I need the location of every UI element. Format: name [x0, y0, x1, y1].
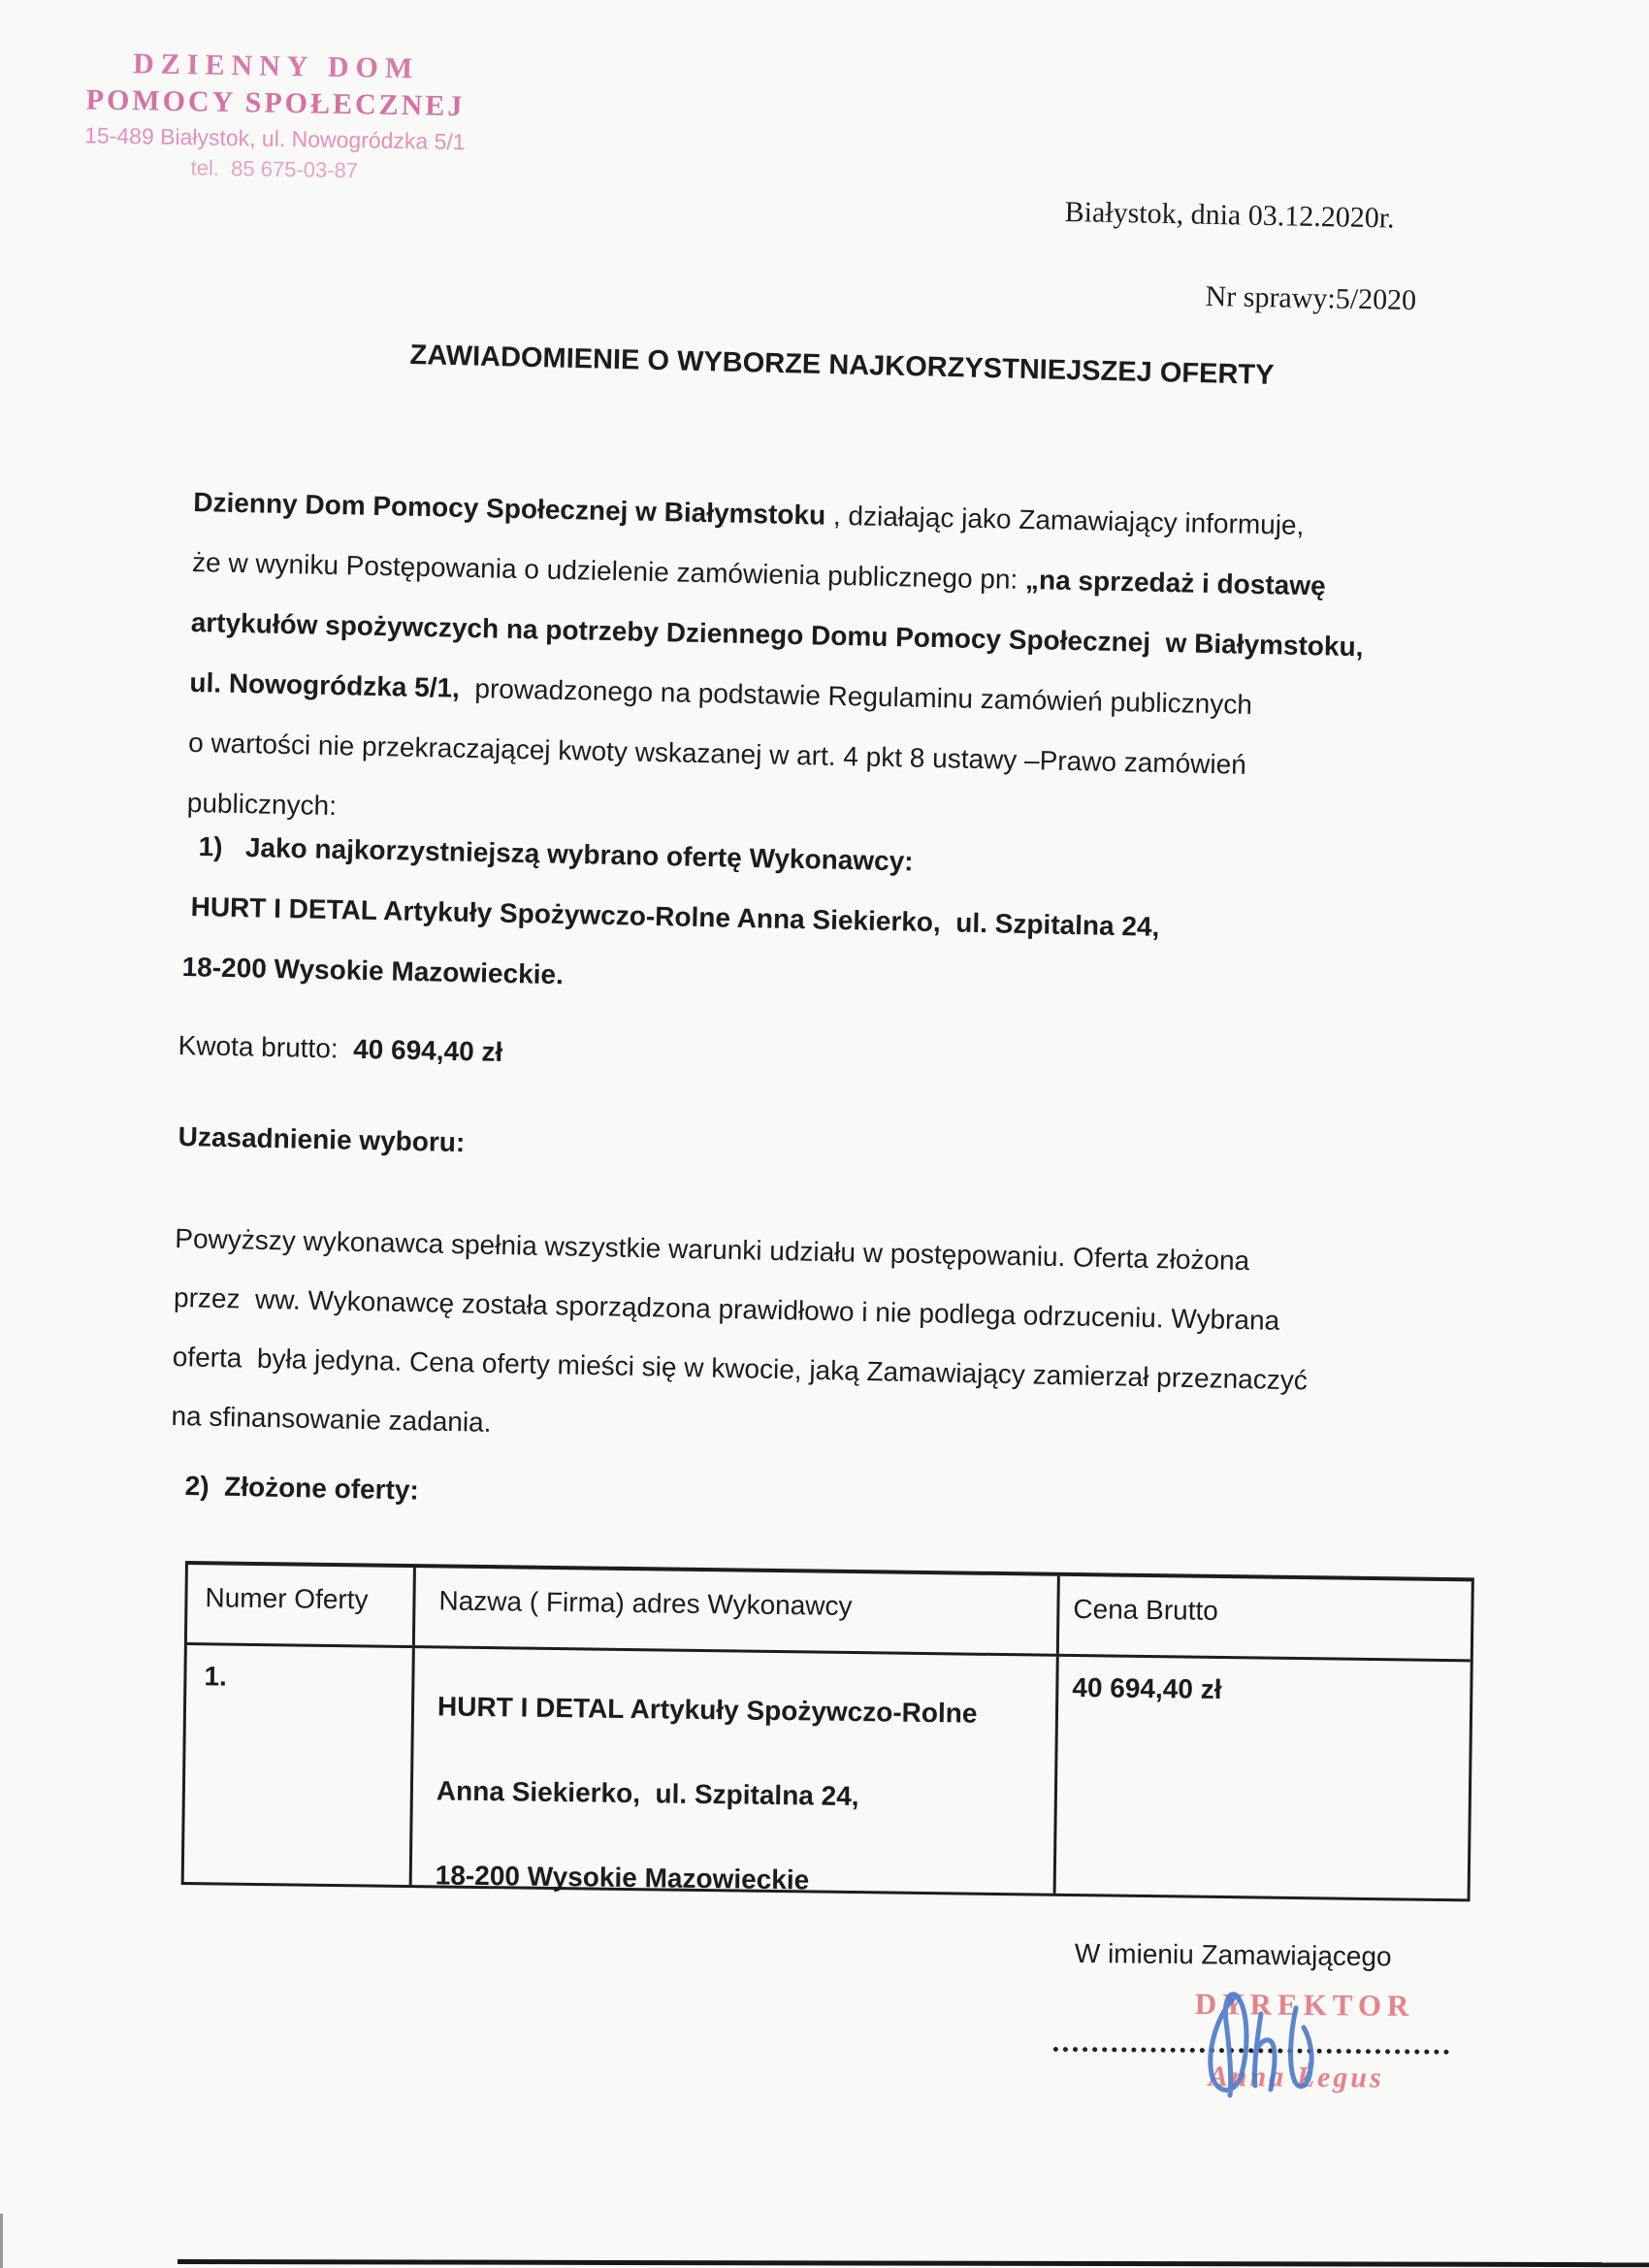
selected-offer-city: 18-200 Wysokie Mazowieckie.: [181, 952, 565, 990]
document-title: ZAWIADOMIENIE O WYBORZE NAJKORZYSTNIEJSZEJ OFERTY: [409, 340, 1275, 391]
justification-line-4: na sfinansowanie zadania.: [171, 1400, 492, 1438]
org-stamp-phone: tel. 85 675-03-87: [190, 155, 359, 183]
justification-line-2: przez ww. Wykonawcę została sporządzona prawidłowo i nie podlega odrzuceniu. Wybrana: [173, 1281, 1280, 1336]
intro-line-5: o wartości nie przekraczającej kwoty wskazanej w art. 4 pkt 8 ustawy –Prawo zamówień: [187, 727, 1247, 780]
cell-company: [412, 1648, 1059, 1894]
director-title-stamp: DYREKTOR: [1194, 1987, 1415, 2023]
pen-signature: [1203, 1985, 1348, 2116]
cell-company-line1: HURT I DETAL Artykuły Spożywczo-Rolne: [436, 1691, 978, 1729]
intro-paragraph: [186, 472, 1366, 858]
header-cell-company: Nazwa ( Firma) adres Wykonawcy: [415, 1568, 1060, 1654]
offers-table: [181, 1561, 1474, 1901]
cell-gross-price: 40 694,40 zł: [1072, 1671, 1222, 1704]
header-cell-gross-price: Cena Brutto: [1073, 1593, 1219, 1626]
offers-table-row: [184, 1645, 1471, 1898]
intro-line-3: artykułów spożywczych na potrzeby Dziennego Domu Pomocy Społecznej w Białymstoku,: [190, 606, 1364, 663]
justification-paragraph: [171, 1209, 1310, 1469]
organization-stamp: [66, 47, 485, 185]
justification-line-1: Powyższy wykonawca spełnia wszystkie warunki udziału w postępowaniu. Oferta złożona: [175, 1222, 1250, 1277]
justification-heading: Uzasadnienie wyboru:: [178, 1121, 466, 1158]
gross-amount-line: [178, 1030, 502, 1068]
org-stamp-line1: DZIENNY DOM: [132, 48, 420, 85]
org-stamp-address: 15-489 Białystok, ul. Nowogródzka 5/1: [83, 122, 466, 155]
selected-offer-company: HURT I DETAL Artykuły Spożywczo-Rolne Anna Siekierko, ul. Szpitalna 24,: [190, 891, 1160, 942]
header-cell-offer-number: Numer Oferty: [187, 1565, 416, 1645]
cell-company-line3: 18-200 Wysokie Mazowieckie: [435, 1860, 810, 1895]
intro-line-6: publicznych:: [186, 787, 338, 822]
gross-amount-label: Kwota brutto:: [178, 1030, 339, 1064]
director-name-stamp: Anna Legus: [1208, 2060, 1384, 2094]
left-edge-scan-mark: [0, 2214, 3, 2268]
date-line: Białystok, dnia 03.12.2020r.: [1064, 196, 1395, 235]
bottom-scan-line: [178, 2259, 1649, 2267]
case-number: Nr sprawy:5/2020: [1205, 280, 1417, 317]
offers-heading: 2) Złożone oferty:: [184, 1471, 420, 1506]
selected-offer-heading: 1) Jako najkorzystniejszą wybrano ofertę Wykonawcy:: [198, 831, 914, 877]
intro-line-4: ul. Nowogródzka 5/1, prowadzonego na podstawie Regulaminu zamówień publicznych: [189, 666, 1253, 720]
intro-line-2: że w wyniku Postępowania o udzielenie zamówienia publicznego pn: „na sprzedaż i dostawę: [191, 546, 1326, 601]
cell-company-line2: Anna Siekierko, ul. Szpitalna 24,: [436, 1775, 859, 1812]
signature-caption: W imieniu Zamawiającego: [1074, 1938, 1392, 1972]
justification-line-3: oferta była jedyna. Cena oferty mieści się w kwocie, jaką Zamawiający zamierzał przeznaczyć: [172, 1341, 1309, 1396]
org-stamp-line2: POMOCY SPOŁECZNEJ: [85, 83, 466, 123]
cell-offer-number: 1.: [184, 1645, 415, 1885]
gross-amount-value: 40 694,40 zł: [352, 1033, 503, 1068]
intro-line-1: Dzienny Dom Pomocy Społecznej w Białymstoku , działając jako Zamawiający informuje,: [193, 486, 1305, 540]
